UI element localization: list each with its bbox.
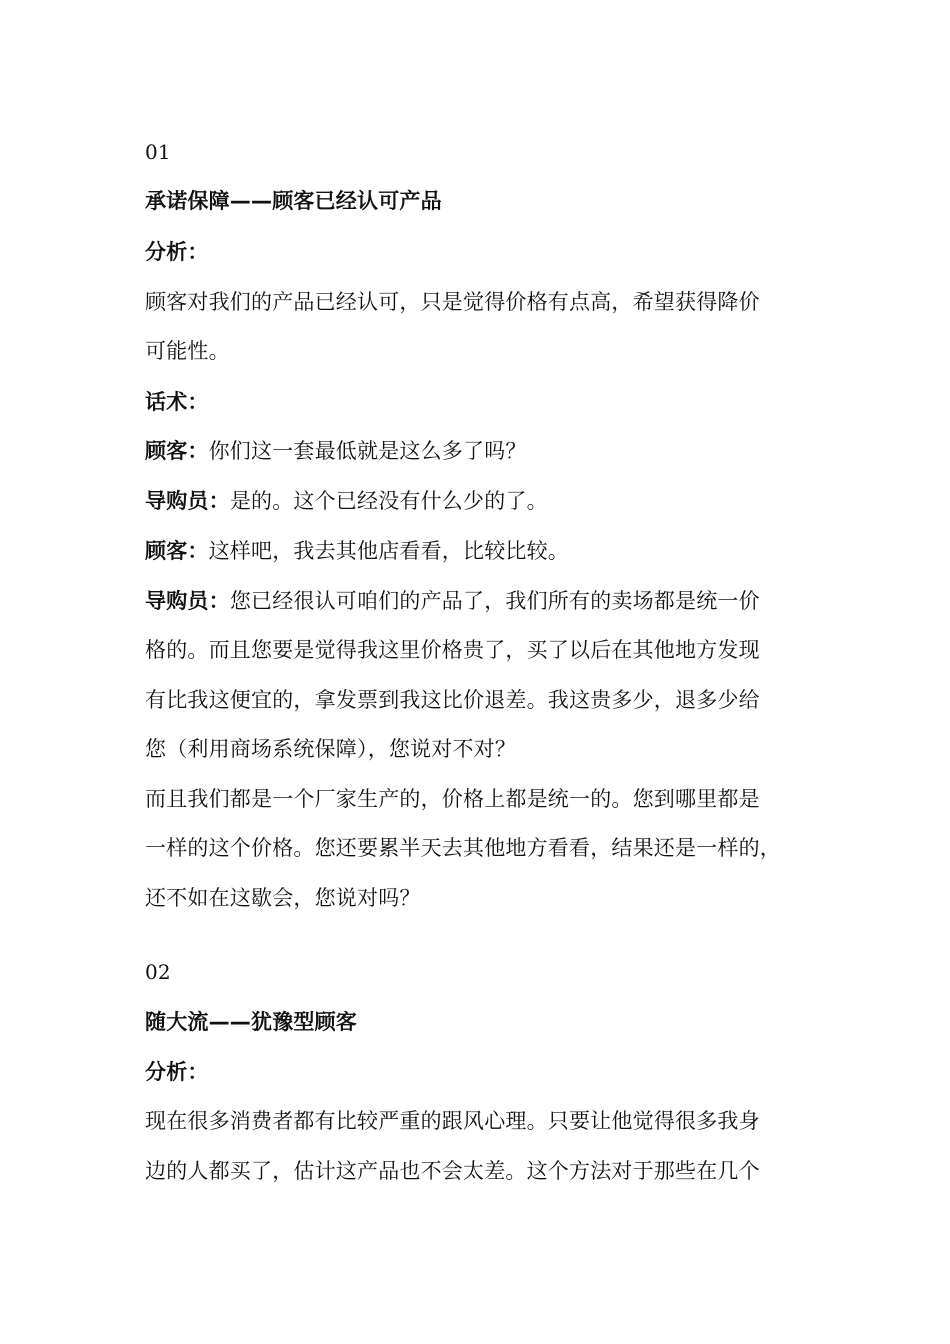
speaker-label: 顾客： <box>145 439 209 463</box>
analysis-label: 分析： <box>145 240 209 264</box>
dialogue-line <box>145 587 760 615</box>
section-title: 随大流——犹豫型顾客 <box>145 1010 357 1034</box>
dialogue-text: 是的。这个已经没有什么少的了。 <box>229 489 548 513</box>
section-number: 01 <box>145 140 171 164</box>
speaker-label: 顾客： <box>145 539 209 563</box>
analysis-text-line: 顾客对我们的产品已经认可，只是觉得价格有点高，希望获得降价 <box>145 290 760 314</box>
speaker-label: 导购员： <box>145 589 230 613</box>
body-text-line: 有比我这便宜的，拿发票到我这比价退差。我这贵多少，退多少给 <box>145 688 760 712</box>
analysis-text-line: 现在很多消费者都有比较严重的跟风心理。只要让他觉得很多我身 <box>145 1109 760 1133</box>
dialogue-line <box>145 487 548 515</box>
analysis-text-line: 可能性。 <box>145 339 230 363</box>
dialogue-text: 你们这一套最低就是这么多了吗？ <box>208 439 527 463</box>
speaker-label: 导购员： <box>145 489 230 513</box>
section-title: 承诺保障——顾客已经认可产品 <box>145 189 442 213</box>
body-text-line: 您（利用商场系统保障），您说对不对？ <box>145 737 517 761</box>
dialogue-text: 这样吧，我去其他店看看，比较比较。 <box>208 539 570 563</box>
analysis-label: 分析： <box>145 1060 209 1084</box>
dialogue-line <box>145 537 569 565</box>
body-text-line: 一样的这个价格。您还要累半天去其他地方看看，结果还是一样的， <box>145 836 781 860</box>
body-text-line: 格的。而且您要是觉得我这里价格贵了，买了以后在其他地方发现 <box>145 638 760 662</box>
body-text-line: 而且我们都是一个厂家生产的，价格上都是统一的。您到哪里都是 <box>145 787 760 811</box>
analysis-text-line: 边的人都买了，估计这产品也不会太差。这个方法对于那些在几个 <box>145 1159 760 1183</box>
section-number: 02 <box>145 960 171 984</box>
dialogue-text: 您已经很认可咱们的产品了，我们所有的卖场都是统一价 <box>229 589 760 613</box>
script-label: 话术： <box>145 390 209 414</box>
body-text-line: 还不如在这歇会，您说对吗？ <box>145 886 421 910</box>
dialogue-line <box>145 437 527 465</box>
